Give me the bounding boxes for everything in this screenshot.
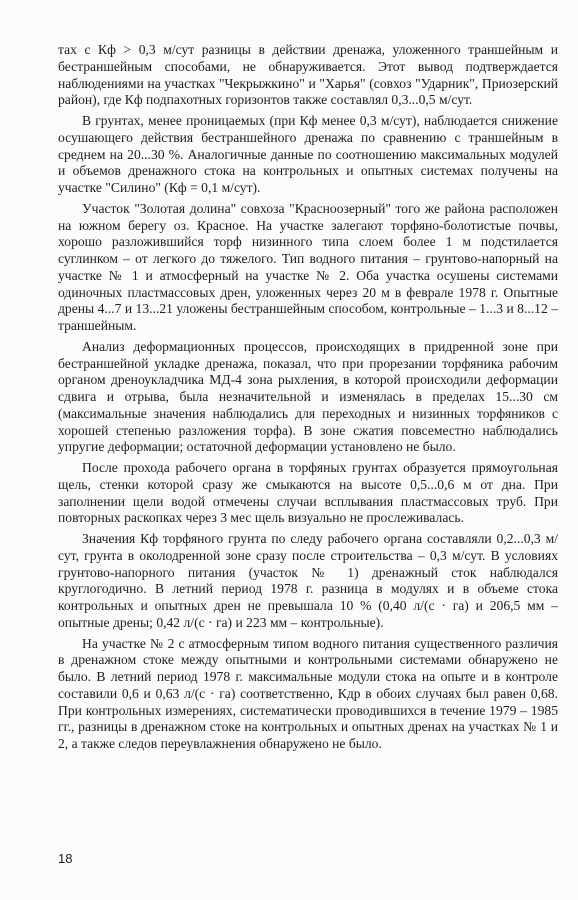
page-number: 18 bbox=[58, 851, 73, 866]
paragraph-3: Участок "Золотая долина" совхоза "Красноозерный" того же района расположен на южном берегу оз. Красное. На участке залегают торфяно-болотистые почвы, хорошо разложившийся торф низинного типа слоем более 1 м подстилается суглинком – от легкого до тяжелого. Тип водного питания – грунтово-напорный на участке № 1 и атмосферный на участке № 2. Оба участка осушены системами одиночных пластмассовых дрен, уложенных через 20 м в феврале 1978 г. Опытные дрены 4...7 и 13...21 уложены бестраншейным способом, контрольные – 1...3 и 8...12 – траншейным. bbox=[58, 200, 558, 333]
paragraph-5: После прохода рабочего органа в торфяных грунтах образуется прямоугольная щель, стенки которой сразу же смыкаются на высоте 0,5...0,6 м от дна. При заполнении щели водой отмечены случаи всплывания пластмассовых труб. При повторных раскопках через 3 мес щель визуально не прослеживалась. bbox=[58, 460, 558, 526]
paragraph-4: Анализ деформационных процессов, происходящих в придренной зоне при бестраншейной укладке дренажа, показал, что при прорезании торфяника рабочим органом дреноукладчика МД-4 зона рыхления, в которой происходили деформации сдвига и отрыва, была незначительной и изменялась в пределах 15...30 см (максимальные значения наблюдались для переходных и низинных торфяников с хорошей степенью разложения торфа). В зоне сжатия повсеместно наблюдались упругие деформации; остаточной деформации установлено не было. bbox=[58, 338, 558, 455]
paragraph-2: В грунтах, менее проницаемых (при Кф менее 0,3 м/сут), наблюдается снижение осушающего действия бестраншейного дренажа по сравнению с траншейным в среднем на 20...30 %. Аналогичные данные по соотношению максимальных модулей и объемов дренажного стока на контрольных и опытных системах получены на участке "Силино" (Кф = 0,1 м/сут). bbox=[58, 113, 558, 195]
paragraph-6: Значения Кф торфяного грунта по следу рабочего органа составляли 0,2...0,3 м/сут, грунта в околодренной зоне сразу после строительства – 0,3 м/сут. В условиях грунтово-напорного питания (участок № 1) дренажный сток наблюдался круглогодично. В летний период 1978 г. разница в модулях и в объеме стока контрольных и опытных дрен не превышала 10 % (0,40 л/(с · га) и 206,5 мм – опытные дрены; 0,42 л/(с · га) и 223 мм – контрольные). bbox=[58, 531, 558, 630]
paragraph-1: тах с Кф > 0,3 м/сут разницы в действии дренажа, уложенного траншейным и бестраншейным способами, не обнаруживается. Этот вывод подтверждается наблюдениями на участках "Чекрыжкино" и "Харья" (совхоз "Ударник", Приозерский район), где Кф подпахотных горизонтов также составлял 0,3...0,5 м/сут. bbox=[58, 42, 558, 108]
paragraph-7: На участке № 2 с атмосферным типом водного питания существенного различия в дренажном стоке между опытными и контрольными системами обнаружено не было. В летний период 1978 г. максимальные модули стока на опыте и в контроле составили 0,6 и 0,63 л/(с · га) соответственно, Кдр в обоих случаях был равен 0,68. При контрольных измерениях, систематически проводившихся в течение 1979 – 1985 гг., разницы в дренажном стоке на контрольных и опытных дренах на участках № 1 и 2, а также следов переувлажнения обнаружено не было. bbox=[58, 635, 558, 751]
body-text bbox=[58, 42, 558, 757]
